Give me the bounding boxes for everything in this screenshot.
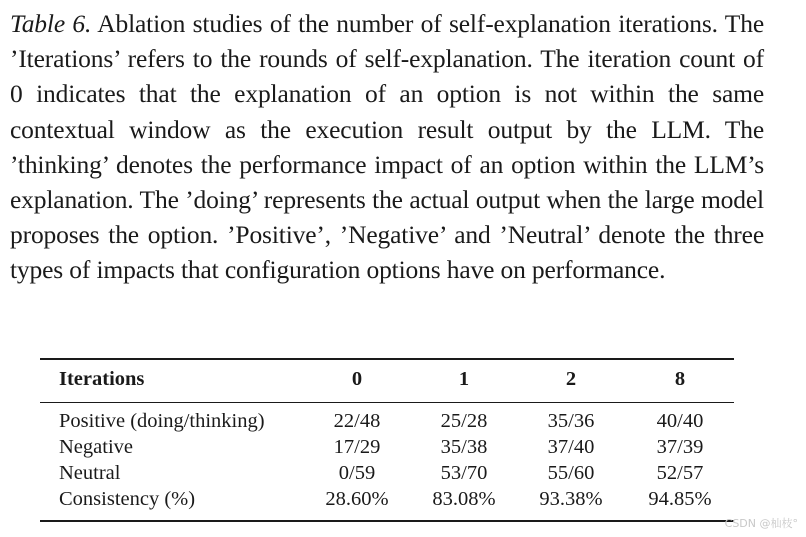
row-consistency-iter-8: 94.85% <box>648 488 712 510</box>
header-iter-0: 0 <box>351 368 363 390</box>
header-iterations: Iterations <box>59 368 145 390</box>
header-iter-1: 1 <box>458 368 470 390</box>
row-consistency-iter-1: 83.08% <box>432 488 496 510</box>
row-positive-label: Positive (doing/thinking) <box>59 410 265 432</box>
row-negative-iter-0: 17/29 <box>333 436 381 458</box>
watermark: CSDN @杣枝° <box>724 517 798 530</box>
row-neutral-iter-1: 53/70 <box>440 462 488 484</box>
table-caption <box>10 6 764 288</box>
row-neutral-iter-2: 55/60 <box>547 462 595 484</box>
row-consistency-iter-0: 28.60% <box>325 488 389 510</box>
row-neutral-iter-0: 0/59 <box>338 462 376 484</box>
row-positive-iter-1: 25/28 <box>440 410 488 432</box>
table-bottom-rule <box>40 520 734 522</box>
table-top-rule <box>40 358 734 360</box>
caption-label: Table 6. <box>10 9 92 38</box>
row-positive-iter-0: 22/48 <box>333 410 381 432</box>
row-negative-iter-1: 35/38 <box>440 436 488 458</box>
row-consistency-iter-2: 93.38% <box>539 488 603 510</box>
row-negative-iter-2: 37/40 <box>547 436 595 458</box>
table-header-rule <box>40 402 734 403</box>
header-iter-2: 2 <box>565 368 577 390</box>
row-positive-iter-2: 35/36 <box>547 410 595 432</box>
row-negative-iter-8: 37/39 <box>656 436 704 458</box>
caption-text: Ablation studies of the number of self-explanation iterations. The ’Iterations’ refers to the rounds of self-explanation. The iteration count of 0 indicates that the explanation of an option is not within the same contextual window as the execution result output by the LLM. The ’thinking’ denotes the performance impact of an option within the LLM’s explanation. The ’doing’ represents the actual output when the large model proposes the option. ’Positive’, ’Negative’ and ’Neutral’ denote the three types of impacts that configuration options have on performance. <box>10 9 764 285</box>
row-neutral-label: Neutral <box>59 462 121 484</box>
row-positive-iter-8: 40/40 <box>656 410 704 432</box>
header-iter-8: 8 <box>674 368 686 390</box>
row-neutral-iter-8: 52/57 <box>656 462 704 484</box>
row-consistency-label: Consistency (%) <box>59 488 196 510</box>
row-negative-label: Negative <box>59 436 133 458</box>
